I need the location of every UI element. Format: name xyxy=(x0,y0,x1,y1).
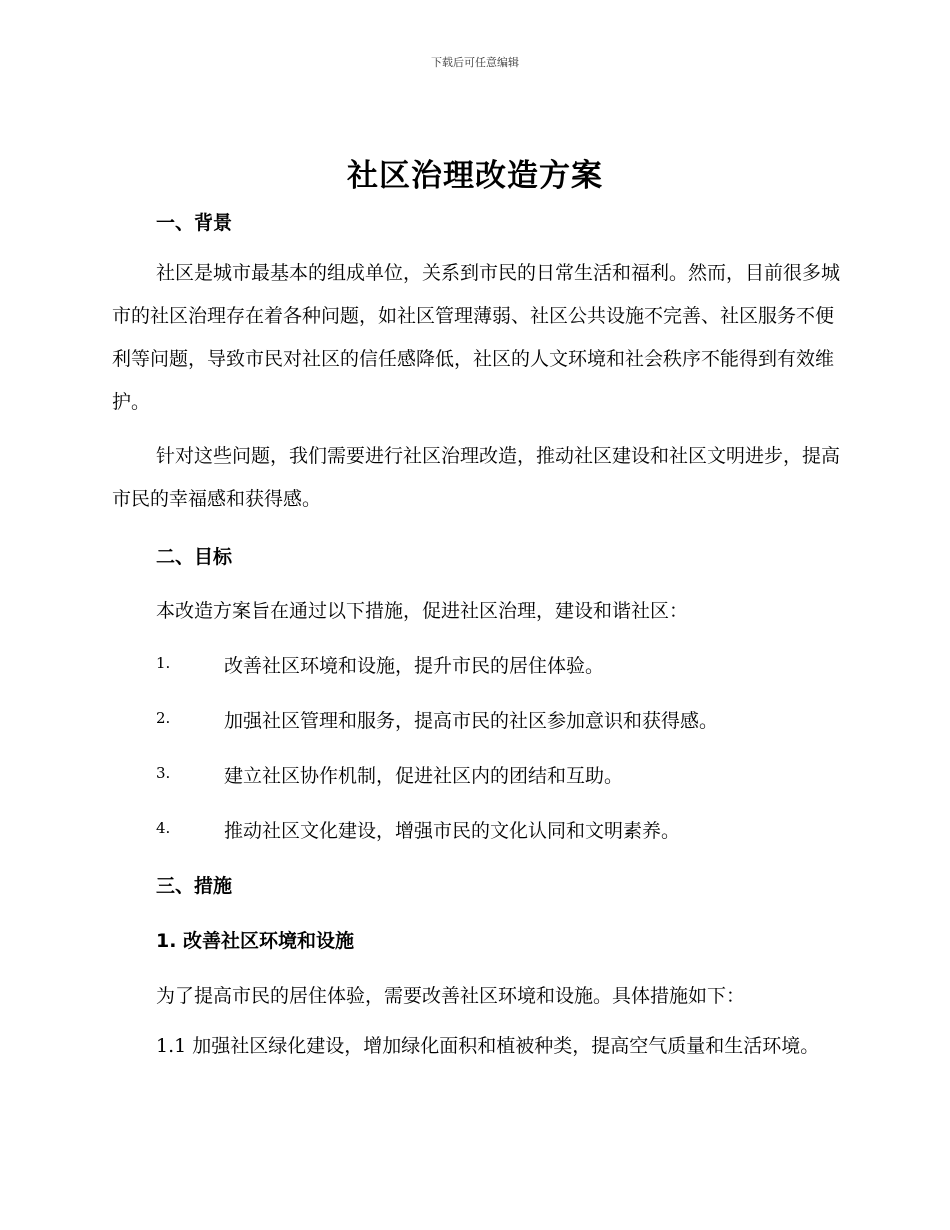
section-heading-goals: 二、目标 xyxy=(156,546,233,568)
background-paragraph-1: 社区是城市最基本的组成单位，关系到市民的日常生活和福利。然而，目前很多城市的社区治理存在着各种问题，如社区管理薄弱、社区公共设施不完善、社区服务不便利等问题，导致市民对社区的信任感降低，社区的人文环境和社会秩序不能得到有效维护。 xyxy=(112,262,841,413)
document-title: 社区治理改造方案 xyxy=(347,158,603,194)
section-heading-background: 一、背景 xyxy=(156,212,233,234)
subsection-heading-environment: 1. 改善社区环境和设施 xyxy=(156,930,355,952)
goal-item-number: 3. xyxy=(156,764,171,782)
goal-item-text: 推动社区文化建设，增强市民的文化认同和文明素养。 xyxy=(224,820,681,842)
goal-item-text: 建立社区协作机制，促进社区内的团结和互助。 xyxy=(224,765,624,787)
goal-item-number: 1. xyxy=(156,654,171,672)
goals-intro: 本改造方案旨在通过以下措施，促进社区治理，建设和谐社区： xyxy=(156,600,689,622)
goal-item-number: 2. xyxy=(156,709,171,727)
goal-item-text: 改善社区环境和设施，提升市民的居住体验。 xyxy=(224,655,605,677)
measures-intro: 为了提高市民的居住体验，需要改善社区环境和设施。具体措施如下： xyxy=(156,985,746,1007)
goal-item-number: 4. xyxy=(156,819,171,837)
measure-item-1-1: 1.1 加强社区绿化建设，增加绿化面积和植被种类，提高空气质量和生活环境。 xyxy=(156,1035,820,1057)
header-note: 下载后可任意编辑 xyxy=(431,56,519,69)
section-heading-measures: 三、措施 xyxy=(156,875,233,897)
background-paragraph-2: 针对这些问题，我们需要进行社区治理改造，推动社区建设和社区文明进步，提高市民的幸福感和获得感。 xyxy=(112,445,841,510)
goal-item-text: 加强社区管理和服务，提高市民的社区参加意识和获得感。 xyxy=(224,710,719,732)
